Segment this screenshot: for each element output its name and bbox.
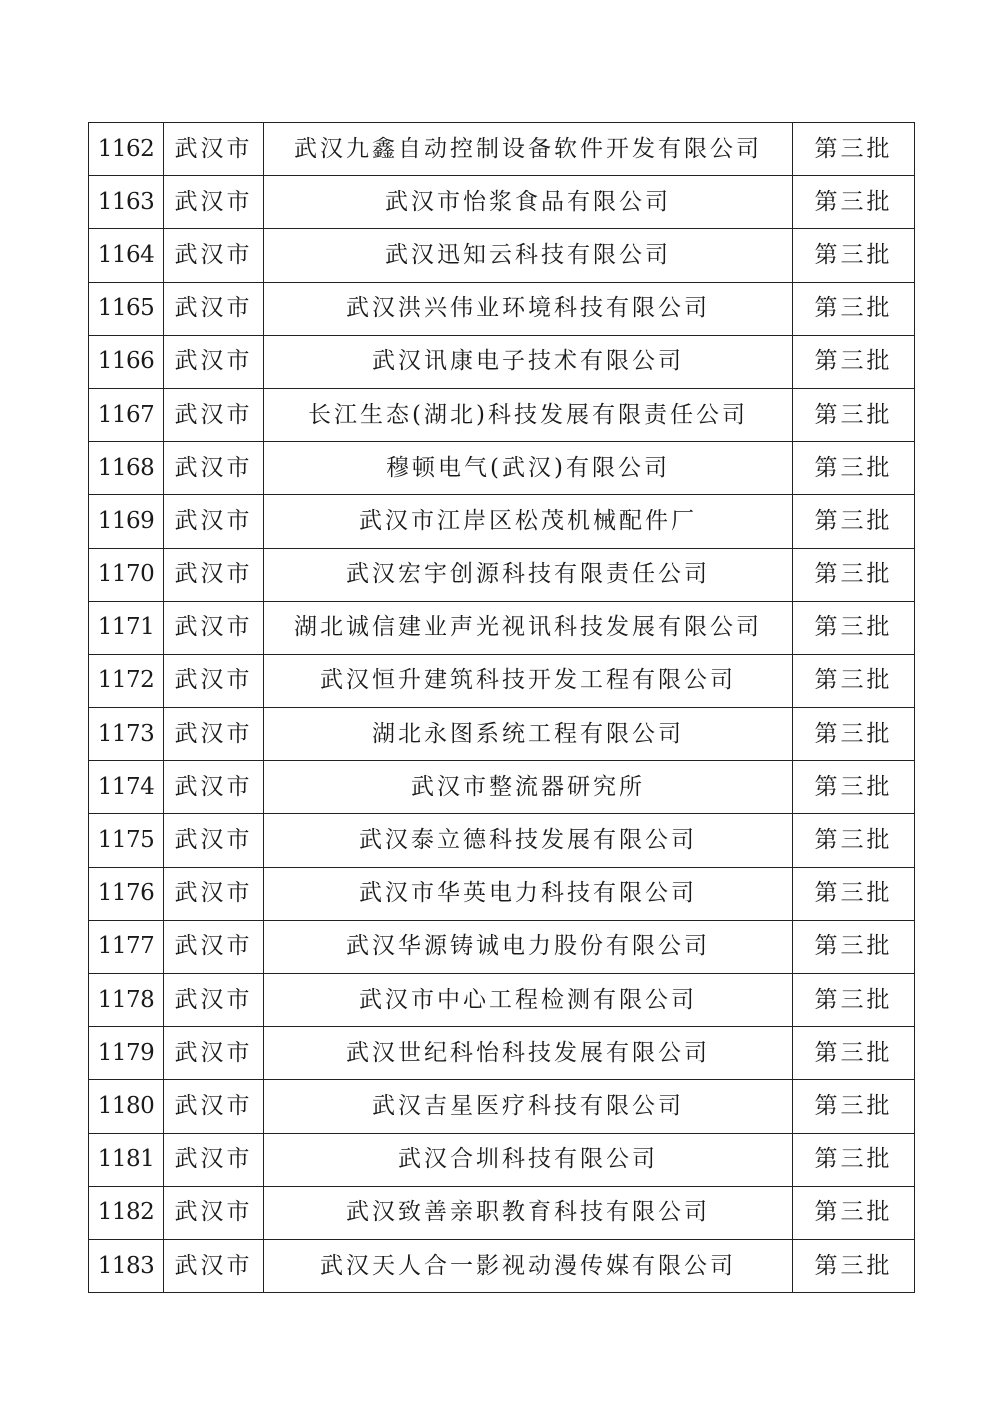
table-row [89,442,915,495]
table-row [89,388,915,441]
row-number-cell: 1181 [89,1133,164,1186]
row-number-cell: 1164 [89,229,164,282]
company-name-cell: 武汉华源铸诚电力股份有限公司 [264,920,793,973]
company-name-cell: 武汉恒升建筑科技开发工程有限公司 [264,654,793,707]
table-row [89,1239,915,1292]
row-number-cell: 1177 [89,920,164,973]
company-name-cell: 武汉讯康电子技术有限公司 [264,335,793,388]
city-cell: 武汉市 [164,495,264,548]
table-row [89,495,915,548]
row-number-cell: 1178 [89,974,164,1027]
company-name-cell: 湖北永图系统工程有限公司 [264,708,793,761]
row-number-cell: 1167 [89,388,164,441]
row-number-cell: 1171 [89,601,164,654]
batch-cell: 第三批 [793,548,915,601]
company-name-cell: 武汉世纪科怡科技发展有限公司 [264,1027,793,1080]
company-name-cell: 武汉吉星医疗科技有限公司 [264,1080,793,1133]
company-name-cell: 武汉市怡浆食品有限公司 [264,176,793,229]
city-cell: 武汉市 [164,388,264,441]
batch-cell: 第三批 [793,442,915,495]
row-number-cell: 1163 [89,176,164,229]
table-row [89,548,915,601]
table-row [89,654,915,707]
batch-cell: 第三批 [793,761,915,814]
batch-cell: 第三批 [793,388,915,441]
batch-cell: 第三批 [793,335,915,388]
city-cell: 武汉市 [164,920,264,973]
table-row [89,123,915,176]
company-name-cell: 武汉宏宇创源科技有限责任公司 [264,548,793,601]
row-number-cell: 1168 [89,442,164,495]
company-name-cell: 武汉泰立德科技发展有限公司 [264,814,793,867]
city-cell: 武汉市 [164,282,264,335]
batch-cell: 第三批 [793,1186,915,1239]
company-name-cell: 武汉九鑫自动控制设备软件开发有限公司 [264,123,793,176]
row-number-cell: 1176 [89,867,164,920]
city-cell: 武汉市 [164,1027,264,1080]
company-name-cell: 武汉致善亲职教育科技有限公司 [264,1186,793,1239]
city-cell: 武汉市 [164,123,264,176]
company-name-cell: 武汉市整流器研究所 [264,761,793,814]
table-body [89,123,915,1293]
city-cell: 武汉市 [164,974,264,1027]
batch-cell: 第三批 [793,282,915,335]
city-cell: 武汉市 [164,601,264,654]
batch-cell: 第三批 [793,814,915,867]
batch-cell: 第三批 [793,495,915,548]
row-number-cell: 1173 [89,708,164,761]
row-number-cell: 1180 [89,1080,164,1133]
city-cell: 武汉市 [164,1080,264,1133]
table-row [89,1186,915,1239]
company-name-cell: 穆顿电气(武汉)有限公司 [264,442,793,495]
company-name-cell: 武汉洪兴伟业环境科技有限公司 [264,282,793,335]
city-cell: 武汉市 [164,1239,264,1292]
city-cell: 武汉市 [164,867,264,920]
table-row [89,814,915,867]
row-number-cell: 1162 [89,123,164,176]
row-number-cell: 1174 [89,761,164,814]
city-cell: 武汉市 [164,335,264,388]
city-cell: 武汉市 [164,176,264,229]
city-cell: 武汉市 [164,708,264,761]
city-cell: 武汉市 [164,229,264,282]
company-name-cell: 武汉市江岸区松茂机械配件厂 [264,495,793,548]
row-number-cell: 1183 [89,1239,164,1292]
row-number-cell: 1169 [89,495,164,548]
row-number-cell: 1170 [89,548,164,601]
table-row [89,229,915,282]
city-cell: 武汉市 [164,548,264,601]
table-row [89,974,915,1027]
row-number-cell: 1165 [89,282,164,335]
batch-cell: 第三批 [793,601,915,654]
city-cell: 武汉市 [164,1186,264,1239]
row-number-cell: 1172 [89,654,164,707]
table-row [89,335,915,388]
batch-cell: 第三批 [793,1080,915,1133]
batch-cell: 第三批 [793,920,915,973]
table-row [89,282,915,335]
table-row [89,176,915,229]
batch-cell: 第三批 [793,974,915,1027]
table-row [89,1080,915,1133]
city-cell: 武汉市 [164,761,264,814]
city-cell: 武汉市 [164,654,264,707]
row-number-cell: 1179 [89,1027,164,1080]
company-name-cell: 武汉合圳科技有限公司 [264,1133,793,1186]
batch-cell: 第三批 [793,229,915,282]
company-name-cell: 武汉市中心工程检测有限公司 [264,974,793,1027]
row-number-cell: 1175 [89,814,164,867]
city-cell: 武汉市 [164,1133,264,1186]
batch-cell: 第三批 [793,1027,915,1080]
table-row [89,601,915,654]
company-list-table [88,122,915,1293]
company-name-cell: 长江生态(湖北)科技发展有限责任公司 [264,388,793,441]
table-row [89,920,915,973]
row-number-cell: 1166 [89,335,164,388]
company-name-cell: 武汉市华英电力科技有限公司 [264,867,793,920]
city-cell: 武汉市 [164,814,264,867]
batch-cell: 第三批 [793,1133,915,1186]
batch-cell: 第三批 [793,176,915,229]
company-name-cell: 湖北诚信建业声光视讯科技发展有限公司 [264,601,793,654]
company-name-cell: 武汉天人合一影视动漫传媒有限公司 [264,1239,793,1292]
batch-cell: 第三批 [793,123,915,176]
company-name-cell: 武汉迅知云科技有限公司 [264,229,793,282]
table-row [89,1133,915,1186]
batch-cell: 第三批 [793,1239,915,1292]
table-row [89,708,915,761]
table-row [89,1027,915,1080]
table-row [89,761,915,814]
city-cell: 武汉市 [164,442,264,495]
batch-cell: 第三批 [793,654,915,707]
batch-cell: 第三批 [793,708,915,761]
row-number-cell: 1182 [89,1186,164,1239]
table-row [89,867,915,920]
batch-cell: 第三批 [793,867,915,920]
